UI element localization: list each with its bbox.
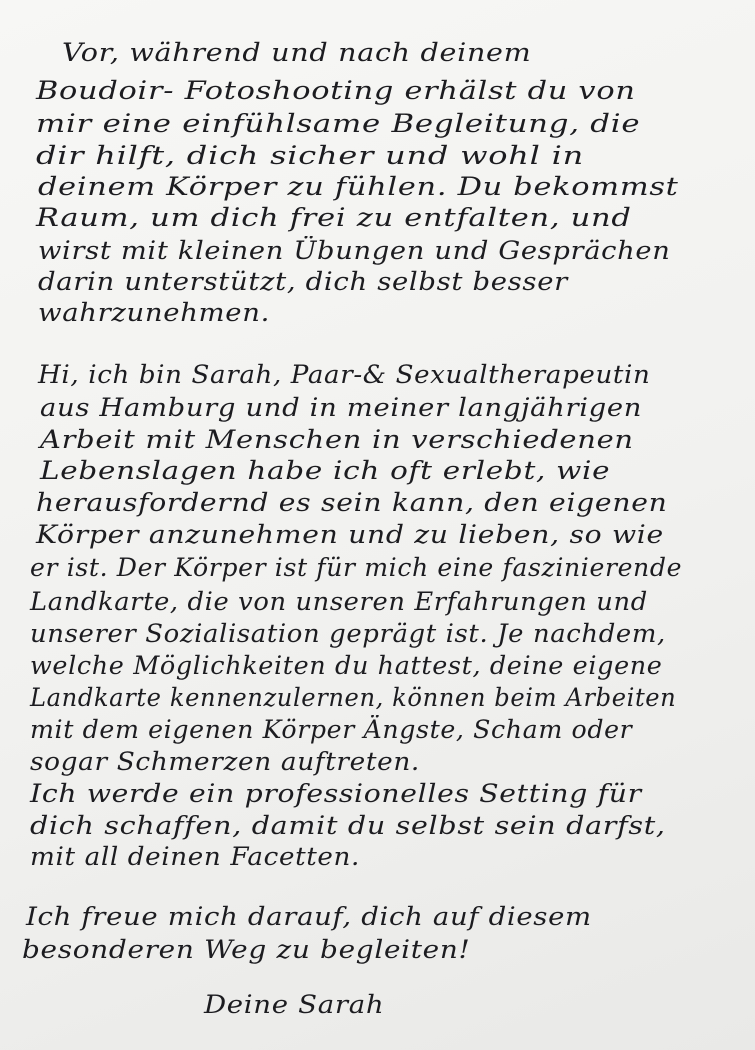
- letter-line: aus Hamburg und in meiner langjährigen: [40, 393, 643, 422]
- letter-line: wahrzunehmen.: [38, 298, 270, 327]
- letter-line: welche Möglichkeiten du hattest, deine eigene: [30, 651, 663, 680]
- letter-line: Landkarte kennenzulernen, können beim Arbeiten: [30, 683, 677, 712]
- letter-line: besonderen Weg zu begleiten!: [22, 935, 471, 964]
- letter-line: dir hilft, dich sicher und wohl in: [36, 141, 585, 170]
- letter-line: unserer Sozialisation geprägt ist. Je nachdem,: [30, 619, 666, 648]
- letter-line: Boudoir- Fotoshooting erhälst du von: [36, 76, 636, 105]
- letter-line: Arbeit mit Menschen in verschiedenen: [40, 425, 634, 454]
- letter-line: Ich freue mich darauf, dich auf diesem: [26, 902, 592, 931]
- letter-line: Ich werde ein professionelles Setting für: [30, 779, 642, 808]
- letter-line: herausfordernd es sein kann, den eigenen: [36, 488, 668, 517]
- letter-line: sogar Schmerzen auftreten.: [30, 747, 420, 776]
- letter-line: dich schaffen, damit du selbst sein darfst,: [30, 811, 666, 840]
- letter-line: Landkarte, die von unseren Erfahrungen und: [30, 587, 648, 616]
- letter-line: darin unterstützt, dich selbst besser: [38, 267, 568, 296]
- letter-line: Hi, ich bin Sarah, Paar-& Sexualtherapeutin: [38, 360, 651, 389]
- signature: Deine Sarah: [204, 990, 385, 1019]
- letter-line: Raum, um dich frei zu entfalten, und: [36, 203, 632, 232]
- letter-line: wirst mit kleinen Übungen und Gesprächen: [38, 236, 671, 265]
- letter-line: Körper anzunehmen und zu lieben, so wie: [36, 520, 664, 549]
- letter-line: Lebenslagen habe ich oft erlebt, wie: [40, 456, 611, 485]
- letter-line: er ist. Der Körper ist für mich eine faszinierende: [30, 553, 683, 582]
- letter-line: mir eine einfühlsame Begleitung, die: [36, 109, 641, 138]
- letter-line: Vor, während und nach deinem: [62, 38, 532, 67]
- letter-line: mit all deinen Facetten.: [30, 842, 360, 871]
- letter-line: deinem Körper zu fühlen. Du bekommst: [38, 172, 679, 201]
- letter-line: mit dem eigenen Körper Ängste, Scham oder: [30, 715, 633, 744]
